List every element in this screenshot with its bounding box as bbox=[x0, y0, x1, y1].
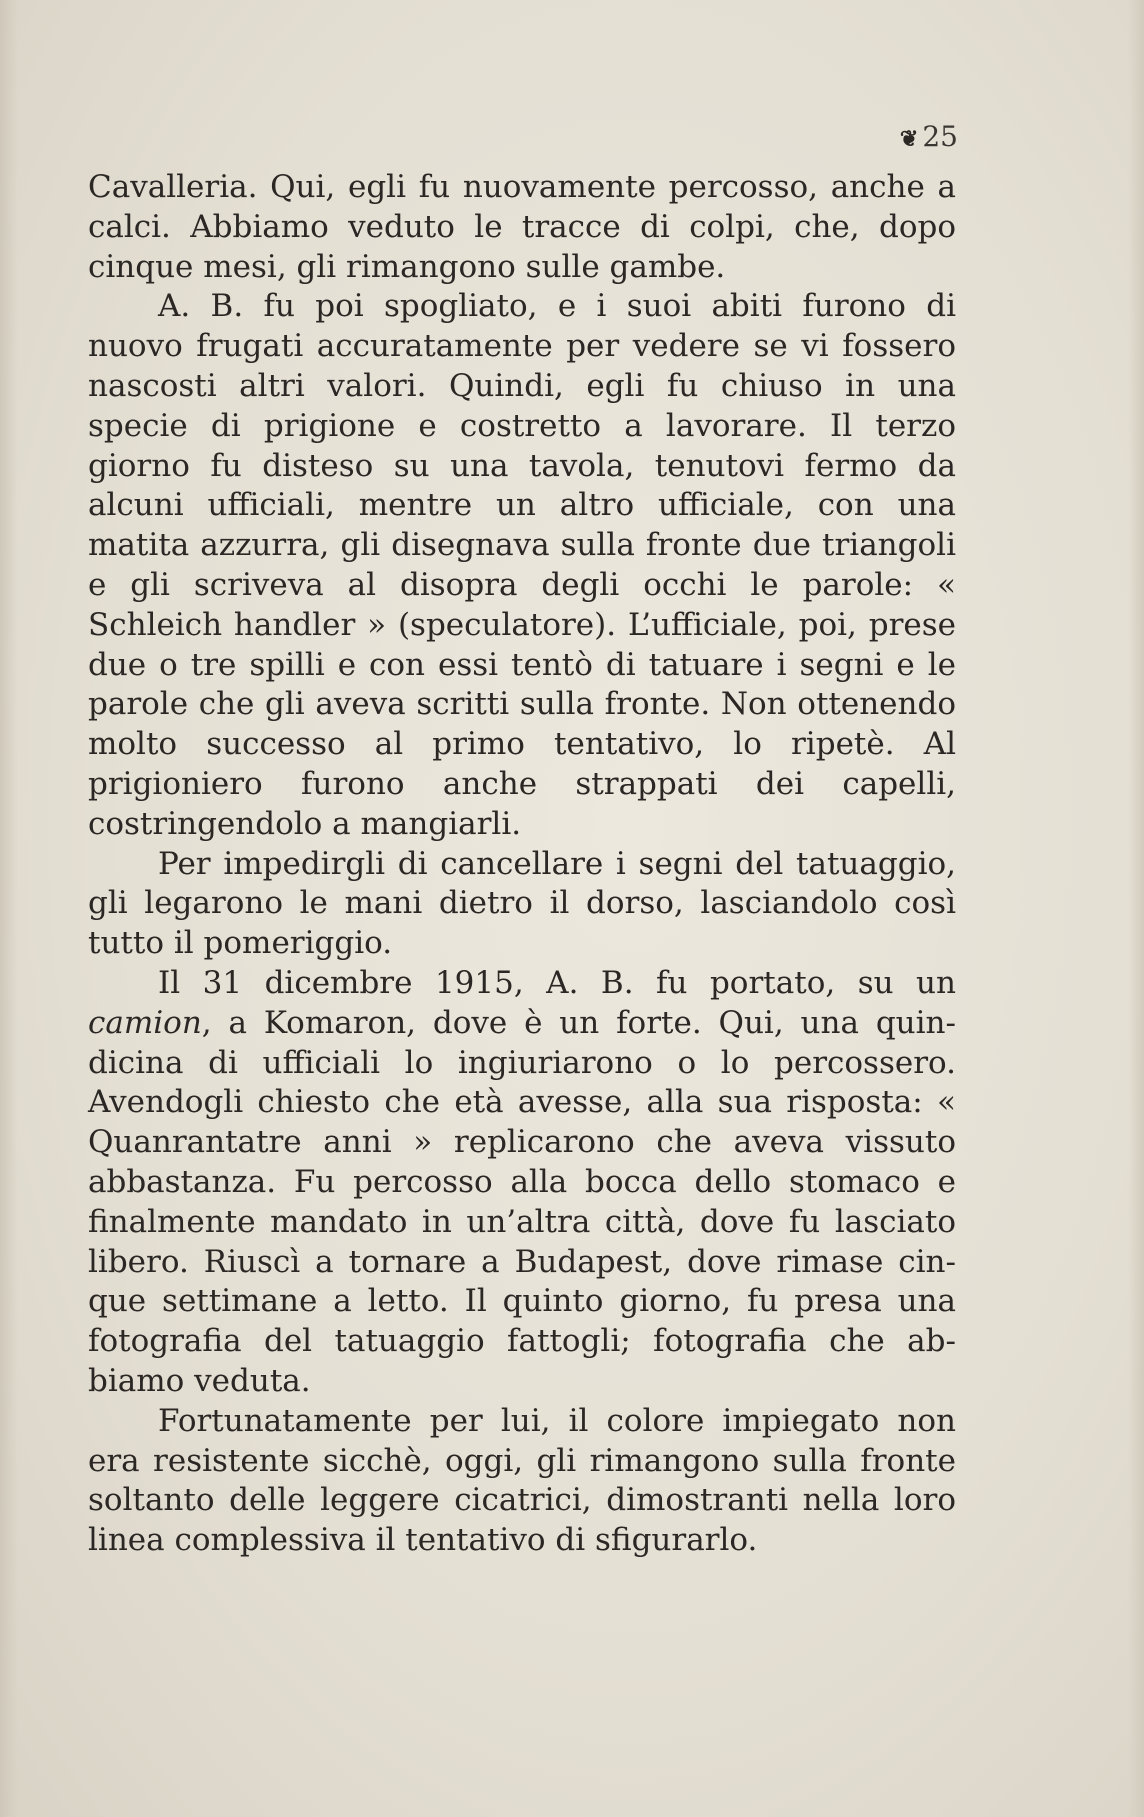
paragraph-4-part-1: Il 31 dicembre 1915, A. B. fu portato, su un bbox=[158, 964, 956, 1001]
italic-word-camion: camion bbox=[88, 1004, 202, 1041]
page-number: 25 bbox=[922, 120, 958, 153]
paragraph-5: Fortunatamente per lui, il colore impiegato non era resistente sicchè, oggi, gli rimangono sulla fronte soltanto delle leggere cicatrici, dimostranti nella loro linea complessiva il tentativo di sfigurarlo. bbox=[88, 1402, 956, 1559]
paragraph-3: Per impedirgli di cancellare i segni del tatuaggio, gli legarono le mani dietro il dorso, lasciandolo così tutto il pomeriggio. bbox=[88, 845, 956, 962]
page-header bbox=[900, 120, 958, 153]
paragraph-4-part-2: , a Komaron, dove è un forte. Qui, una quindicina di ufficiali lo ingiuriarono o lo percossero. Avendogli chiesto che età avesse, alla sua risposta: « Quanrantatre anni » replicarono che aveva vissuto abbastanza. Fu percosso alla bocca dello stomaco e finalmente mandato in un’altra città, dove fu lasciato libero. Riuscì a tornare a Budapest, dove rimase cinque settimane a letto. Il quinto giorno, fu presa una fotografia del tatuaggio fattogli; fotografia che abbiamo veduta. bbox=[88, 1004, 956, 1399]
ornament-icon: ❦ bbox=[899, 126, 917, 152]
paragraph-2: A. B. fu poi spogliato, e i suoi abiti furono di nuovo frugati accuratamente per vedere se vi fossero nascosti altri valori. Quindi, egli fu chiuso in una specie di prigione e costretto a lavorare. Il terzo giorno fu disteso su una tavola, tenutovi fermo da alcuni ufficiali, mentre un altro ufficiale, con una matita azzurra, gli disegnava sulla fronte due triangoli e gli scriveva al disopra degli occhi le parole: « Schleich handler » (speculatore). L’ufficiale, poi, prese due o tre spilli e con essi tentò di tatuare i segni e le parole che gli aveva scritti sulla fronte. Non ottenendo molto successo al primo tentativo, lo ripetè. Al prigioniero furono anche strappati dei capelli, costringendolo a mangiarli. bbox=[88, 288, 956, 842]
paragraph-4 bbox=[88, 964, 956, 1402]
paragraph-1: Cavalleria. Qui, egli fu nuovamente percosso, anche a calci. Abbiamo veduto le tracce di colpi, che, dopo cinque mesi, gli rimangono sulle gambe. bbox=[88, 169, 956, 285]
body-text bbox=[88, 168, 956, 1561]
